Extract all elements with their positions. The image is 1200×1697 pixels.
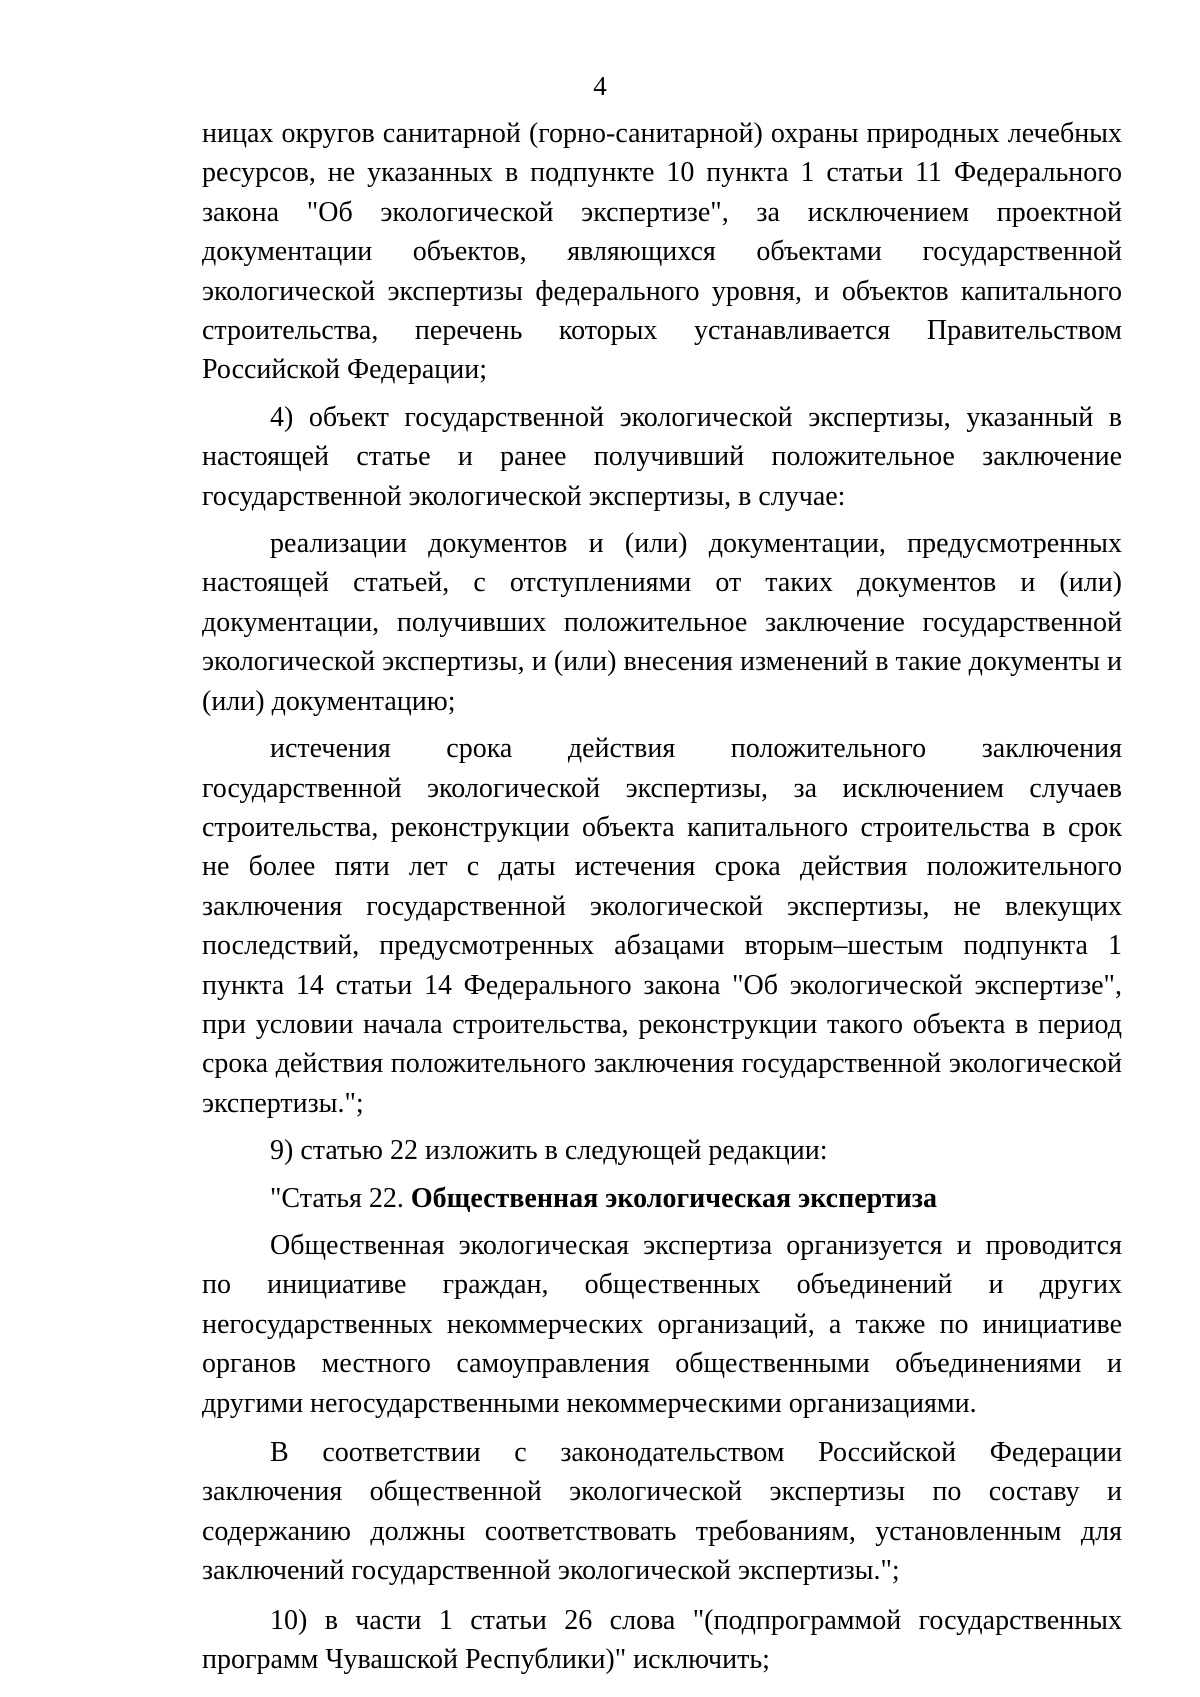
paragraph-implementation: реализации документов и (или) документации, предусмотренных настоящей статьей, с отступлениями от таких документов и (или) документации, получивших положительное заключение государственной экологической экспертизы, и (или) внесения изменений в такие документы и (или) документацию; <box>202 528 1122 717</box>
page-number: 4 <box>593 71 607 101</box>
paragraph-item-4: 4) объект государственной экологической экспертизы, указанный в настоящей статье и ранее получивший положительное заключение государственной экологической экспертизы, в случае: <box>202 401 1122 512</box>
paragraph-continuation: ницах округов санитарной (горно-санитарной) охраны природных лечебных ресурсов, не указанных в подпункте 10 пункта 1 статьи 11 Федерального закона "Об экологической экспертизе", за исключением проектной документации объектов, являющихся объектами государственной экологической экспертизы федерального уровня, и объектов капитального строительства, перечень которых устанавливается Правительством Российской Федерации; <box>202 118 1122 386</box>
paragraph-conclusions: В соответствии с законодательством Российской Федерации заключения общественной экологической экспертизы по составу и содержанию должны соответствовать требованиям, установленным для заключений государственной экологической экспертизы."; <box>202 1437 1122 1587</box>
paragraph-public-expertise: Общественная экологическая экспертиза организуется и проводится по инициативе граждан, общественных объединений и других негосударственных некоммерческих организаций, а также по инициативе органов местного самоуправления общественными объединениями и другими негосударственными некоммерческими организациями. <box>202 1229 1122 1419</box>
paragraph-item-10: 10) в части 1 статьи 26 слова "(подпрограммой государственных программ Чувашской Республики)" исключить; <box>202 1604 1122 1676</box>
article-22-title: Общественная экологическая экспертиза <box>410 1182 937 1214</box>
paragraph-expiration: истечения срока действия положительного заключения государственной экологической экспертизы, за исключением случаев строительства, реконструкции объекта капитального строительства в срок не более пяти лет с даты истечения срока действия положительного заключения государственной экологической экспертизы, не влекущих последствий, предусмотренных абзацами вторым–шестым подпункта 1 пункта 14 статьи 14 Федерального закона "Об экологической экспертизе", при условии начала строительства, реконструкции такого объекта в период срока действия положительного заключения государственной экологической экспертизы."; <box>202 733 1122 1119</box>
document-body <box>202 114 1122 1679</box>
article-22-prefix: "Статья 22. <box>270 1182 411 1214</box>
article-22-heading <box>202 1179 1122 1218</box>
paragraph-item-9: 9) статью 22 изложить в следующей редакции: <box>270 1135 828 1167</box>
